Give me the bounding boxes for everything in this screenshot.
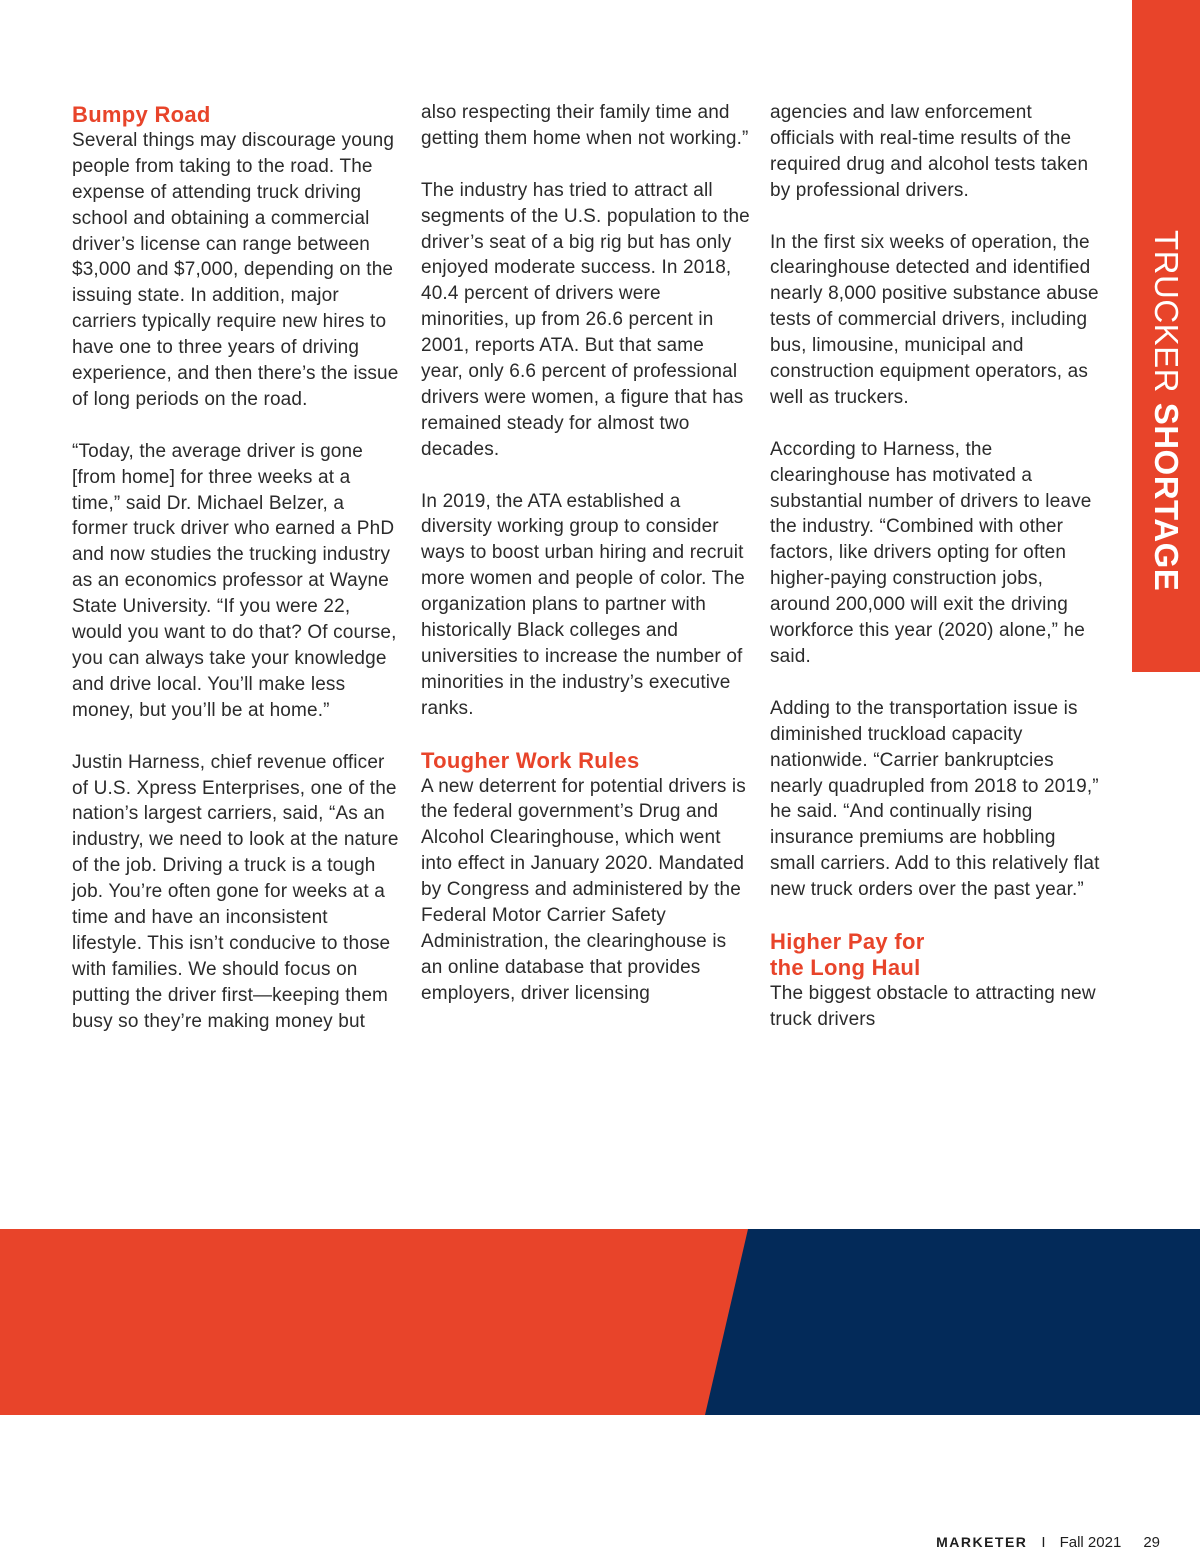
article-column-2 (421, 100, 751, 1033)
heading-bumpy-road: Bumpy Road (72, 102, 211, 127)
paragraph: agencies and law enforcement officials with real-time results of the required drug and alcohol tests taken by professional drivers. (770, 102, 1089, 201)
paragraph: The industry has tried to attract all segments of the U.S. population to the driver’s seat of a big rig but has only enjoyed moderate success. In 2018, 40.4 percent of drivers were minorities, up from 26.6 percent in 2001, reports ATA. But that same year, only 6.6 percent of professional drivers were women, a figure that has remained steady for almost two decades. (421, 179, 750, 460)
article-column-1 (72, 100, 402, 1060)
section-title-bold: SHORTAGE (1148, 402, 1185, 592)
paragraph: Justin Harness, chief revenue officer of U.S. Xpress Enterprises, one of the nation’s largest carriers, said, “As an industry, we need to look at the nature of the job. Driving a truck is a tough job. You’re often gone for weeks at a time and have an inconsistent lifestyle. This isn’t conducive to those with families. We should focus on putting the driver first—keeping them busy so they’re making money but (72, 751, 399, 1032)
footer-separator: I (1041, 1534, 1046, 1551)
page-number: 29 (1143, 1534, 1160, 1551)
article-column-3 (770, 100, 1100, 1058)
paragraph: “Today, the average driver is gone [from home] for three weeks at a time,” said Dr. Michael Belzer, a former truck driver who earned a PhD and now studies the trucking industry as an economics professor at Wayne State University. “If you were 22, would you want to do that? Of course, you can always take your knowledge and drive local. You’ll make less money, but you’ll be at home.” (72, 440, 397, 721)
heading-tougher-work-rules: Tougher Work Rules (421, 747, 640, 773)
section-title (1146, 230, 1186, 591)
heading-higher-pay (770, 929, 1100, 981)
decorative-color-band (0, 1229, 1200, 1415)
navy-band (705, 1229, 1200, 1415)
paragraph: According to Harness, the clearinghouse has motivated a substantial number of drivers to leave the industry. “Combined with other factors, like drivers opting for often higher-paying construction jobs, around 200,000 will exit the driving workforce this year (2020) alone,” he said. (770, 438, 1092, 667)
page-footer (936, 1534, 1160, 1551)
section-title-light: TRUCKER (1148, 230, 1185, 403)
paragraph: The biggest obstacle to attracting new truck drivers (770, 982, 1096, 1030)
paragraph: In 2019, the ATA established a diversity working group to consider ways to boost urban hiring and recruit more women and people of color. The organization plans to partner with historically Black colleges and universities to increase the number of minorities in the industry’s executive ranks. (421, 490, 745, 719)
heading-line: the Long Haul (770, 954, 921, 980)
paragraph: Adding to the transportation issue is diminished truckload capacity nationwide. “Carrier bankruptcies nearly quadrupled from 2018 to 2019,” he said. “And continually rising insurance premiums are hobbling small carriers. Add to this relatively flat new truck orders over the past year.” (770, 697, 1100, 901)
color-band-graphic (0, 1229, 1200, 1415)
footer-brand: MARKETER (936, 1534, 1028, 1550)
heading-line: Higher Pay for (770, 928, 925, 954)
footer-issue: Fall 2021 (1059, 1534, 1122, 1551)
paragraph: also respecting their family time and getting them home when not working.” (421, 102, 749, 149)
paragraph: In the first six weeks of operation, the clearinghouse detected and identified nearly 8,000 positive substance abuse tests of commercial drivers, including bus, limousine, municipal and construction equipment operators, as well as truckers. (770, 231, 1099, 408)
paragraph: Several things may discourage young people from taking to the road. The expense of attending truck driving school and obtaining a commercial driver’s license can range between $3,000 and $7,000, depending on the issuing state. In addition, major carriers typically require new hires to have one to three years of driving experience, and then there’s the issue of long periods on the road. (72, 129, 399, 410)
paragraph: A new deterrent for potential drivers is the federal government’s Drug and Alcohol Clearinghouse, which went into effect in January 2020. Mandated by Congress and administered by the Federal Motor Carrier Safety Administration, the clearinghouse is an online database that provides employers, driver licensing (421, 775, 746, 1004)
